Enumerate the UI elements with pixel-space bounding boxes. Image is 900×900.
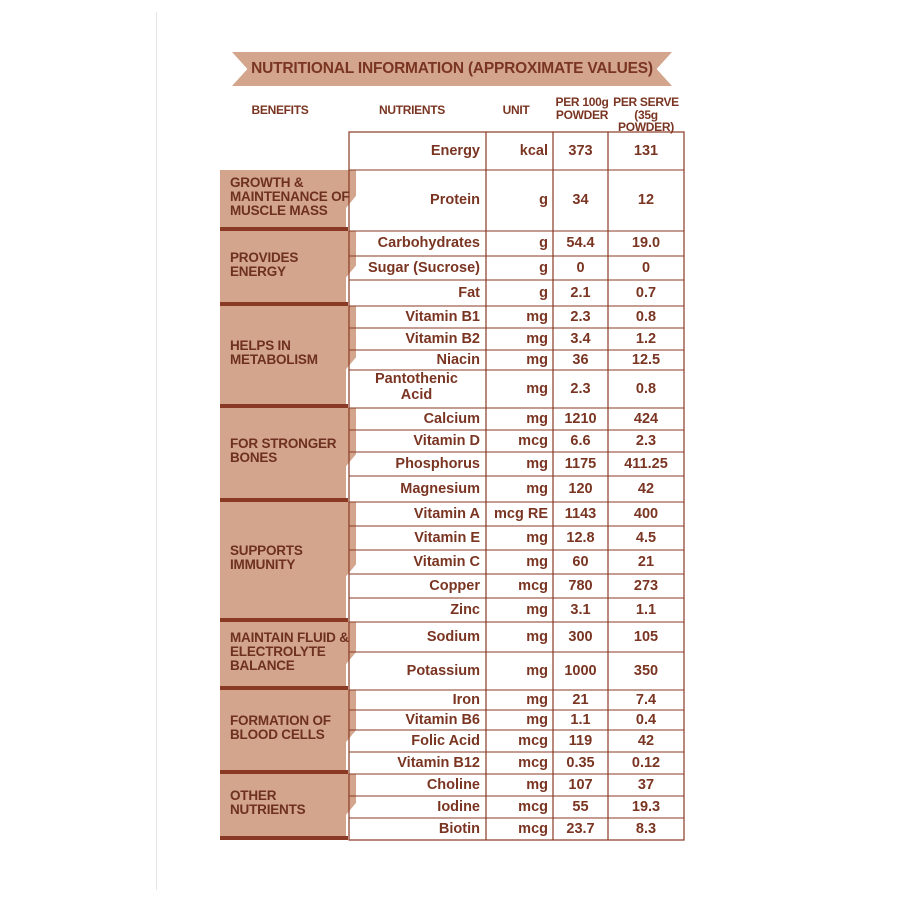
nutrient-unit: g	[539, 235, 548, 251]
nutrient-name: Protein	[430, 192, 480, 208]
category-label: PROVIDES ENERGY	[230, 249, 299, 279]
category-band-rule	[220, 404, 348, 408]
nutrient-unit: mcg	[518, 578, 548, 594]
value-per-100g: 3.1	[570, 602, 591, 618]
value-per-100g: 780	[568, 578, 593, 594]
value-per-100g: 120	[568, 481, 593, 497]
nutrient-unit: mg	[526, 777, 548, 793]
nutrient-name: Calcium	[423, 411, 480, 427]
category-label: SUPPORTS IMMUNITY	[230, 543, 303, 572]
category-band-rule	[220, 686, 348, 690]
nutrient-unit: mcg	[518, 799, 548, 815]
value-per-100g: 2.3	[570, 309, 591, 325]
value-per-100g: 300	[568, 629, 593, 645]
value-per-serve: 350	[633, 663, 659, 679]
header-unit: UNIT	[502, 103, 530, 117]
page-title: NUTRITIONAL INFORMATION (APPROXIMATE VALUES)	[251, 60, 653, 77]
value-per-100g: 373	[568, 143, 593, 159]
value-per-100g: 54.4	[566, 235, 595, 251]
nutrient-name: Iodine	[437, 799, 480, 815]
value-per-100g: 1000	[564, 663, 597, 679]
category-band-rule	[220, 302, 348, 306]
nutrient-unit: mg	[526, 309, 548, 325]
nutrient-unit: g	[539, 192, 548, 208]
nutrient-name: Phosphorus	[395, 456, 480, 472]
value-per-serve: 37	[637, 777, 655, 793]
nutrient-unit: mcg	[518, 733, 548, 749]
nutrient-name: Vitamin D	[413, 433, 480, 449]
nutrient-unit: mg	[526, 602, 548, 618]
header-per100-line2: POWDER	[555, 107, 609, 122]
category-label: FORMATION OF BLOOD CELLS	[230, 713, 331, 742]
nutrient-unit: g	[539, 260, 548, 276]
category-band-rule	[220, 770, 348, 774]
category-label: MAINTAIN FLUID & ELECTROLYTE BALANCE	[230, 630, 349, 673]
category-label: HELPS IN METABOLISM	[230, 338, 318, 367]
value-per-100g: 0.35	[566, 755, 595, 771]
nutrient-unit: mg	[526, 629, 548, 645]
value-per-serve: 273	[633, 578, 659, 594]
value-per-serve: 0.12	[631, 755, 661, 771]
header-nutrients: NUTRIENTS	[379, 103, 445, 117]
nutrient-name: Energy	[430, 143, 480, 159]
value-per-100g: 6.6	[570, 433, 591, 449]
value-per-100g: 36	[572, 352, 589, 368]
nutrient-name: Folic Acid	[411, 733, 480, 749]
value-per-100g: 1143	[564, 506, 597, 522]
category-band-rule	[220, 498, 348, 502]
value-per-100g: 3.4	[570, 331, 591, 347]
nutrient-unit: mcg	[518, 433, 548, 449]
nutrient-unit: mcg	[518, 755, 548, 771]
nutrient-unit: mg	[526, 352, 548, 368]
nutrient-name: Choline	[426, 777, 480, 793]
value-per-serve: 42	[637, 733, 655, 749]
nutrient-unit: mg	[526, 663, 548, 679]
value-per-serve: 0.4	[635, 712, 657, 728]
value-per-serve: 131	[633, 143, 659, 159]
category-band-rule	[220, 836, 348, 840]
header-per100-line1: PER 100g	[555, 95, 609, 109]
value-per-100g: 12.8	[566, 530, 595, 546]
category-label: OTHER NUTRIENTS	[230, 788, 306, 817]
category-label: GROWTH & MAINTENANCE OF MUSCLE MASS	[230, 175, 350, 218]
value-per-serve: 424	[633, 411, 659, 427]
nutrient-name: Vitamin B1	[405, 309, 480, 325]
value-per-100g: 2.1	[570, 285, 591, 301]
value-per-serve: 0.8	[635, 309, 657, 325]
value-per-100g: 0	[576, 260, 585, 276]
value-per-100g: 34	[572, 192, 589, 208]
value-per-100g: 1.1	[570, 712, 591, 728]
value-per-serve: 19.3	[631, 799, 661, 815]
nutrient-name: Vitamin B12	[397, 755, 480, 771]
category-label: FOR STRONGER BONES	[230, 436, 337, 465]
nutrient-unit: mg	[526, 481, 548, 497]
value-per-serve: 2.3	[635, 433, 657, 449]
nutrient-name: Pantothenic Acid	[375, 371, 458, 403]
value-per-serve: 1.1	[635, 602, 657, 618]
nutrient-name: Vitamin C	[413, 554, 480, 570]
value-per-serve: 4.5	[635, 530, 657, 546]
nutrient-name: Sodium	[426, 629, 480, 645]
value-per-serve: 0	[641, 260, 651, 276]
value-per-100g: 107	[568, 777, 593, 793]
value-per-serve: 8.3	[635, 821, 657, 837]
nutrient-name: Copper	[429, 578, 480, 594]
nutrient-name: Carbohydrates	[377, 235, 480, 251]
nutrient-unit: mg	[526, 411, 548, 427]
nutrient-unit: mg	[526, 381, 548, 397]
value-per-100g: 55	[572, 799, 589, 815]
nutrient-name: Niacin	[436, 352, 480, 368]
value-per-100g: 60	[572, 554, 589, 570]
nutrient-name: Zinc	[450, 602, 480, 618]
value-per-100g: 1175	[564, 456, 597, 472]
category-band-rule	[220, 227, 348, 231]
value-per-serve: 1.2	[635, 331, 657, 347]
header-benefits: BENEFITS	[251, 103, 309, 117]
nutrient-name: Vitamin B2	[405, 331, 480, 347]
category-band-rule	[220, 618, 348, 622]
nutrient-name: Magnesium	[400, 481, 480, 497]
value-per-serve: 0.8	[635, 381, 657, 397]
nutrient-name: Fat	[458, 285, 480, 301]
value-per-100g: 23.7	[566, 821, 595, 837]
nutrient-unit: mg	[526, 712, 548, 728]
value-per-serve: 400	[633, 506, 659, 522]
value-per-100g: 119	[568, 733, 593, 749]
value-per-100g: 1210	[564, 411, 597, 427]
nutrient-name: Vitamin E	[414, 530, 480, 546]
header-perserve-line1: PER SERVE	[613, 95, 679, 109]
value-per-100g: 21	[572, 692, 589, 708]
nutrient-name: Iron	[452, 692, 480, 708]
header-perserve-line2: (35g POWDER)	[618, 107, 674, 134]
nutrient-unit: mg	[526, 530, 548, 546]
value-per-serve: 21	[637, 554, 655, 570]
nutrient-name: Sugar (Sucrose)	[368, 260, 480, 276]
nutrient-name: Vitamin B6	[405, 712, 480, 728]
value-per-100g: 2.3	[570, 381, 591, 397]
value-per-serve: 105	[633, 629, 659, 645]
nutrient-name: Vitamin A	[413, 506, 480, 522]
nutrient-unit: mcg	[518, 821, 548, 837]
value-per-serve: 12	[637, 192, 655, 208]
nutrient-unit: mg	[526, 331, 548, 347]
value-per-serve: 0.7	[635, 285, 657, 301]
nutrient-unit: mcg RE	[494, 506, 548, 522]
nutrient-unit: g	[539, 285, 548, 301]
nutrient-unit: mg	[526, 692, 548, 708]
nutrient-name: Potassium	[406, 663, 480, 679]
nutrient-name: Biotin	[438, 821, 480, 837]
value-per-serve: 7.4	[635, 692, 657, 708]
nutrient-unit: kcal	[519, 143, 548, 159]
value-per-serve: 19.0	[631, 235, 661, 251]
nutrient-unit: mg	[526, 456, 548, 472]
value-per-serve: 411.25	[624, 456, 668, 472]
nutrient-unit: mg	[526, 554, 548, 570]
value-per-serve: 42	[637, 481, 655, 497]
value-per-serve: 12.5	[631, 352, 661, 368]
